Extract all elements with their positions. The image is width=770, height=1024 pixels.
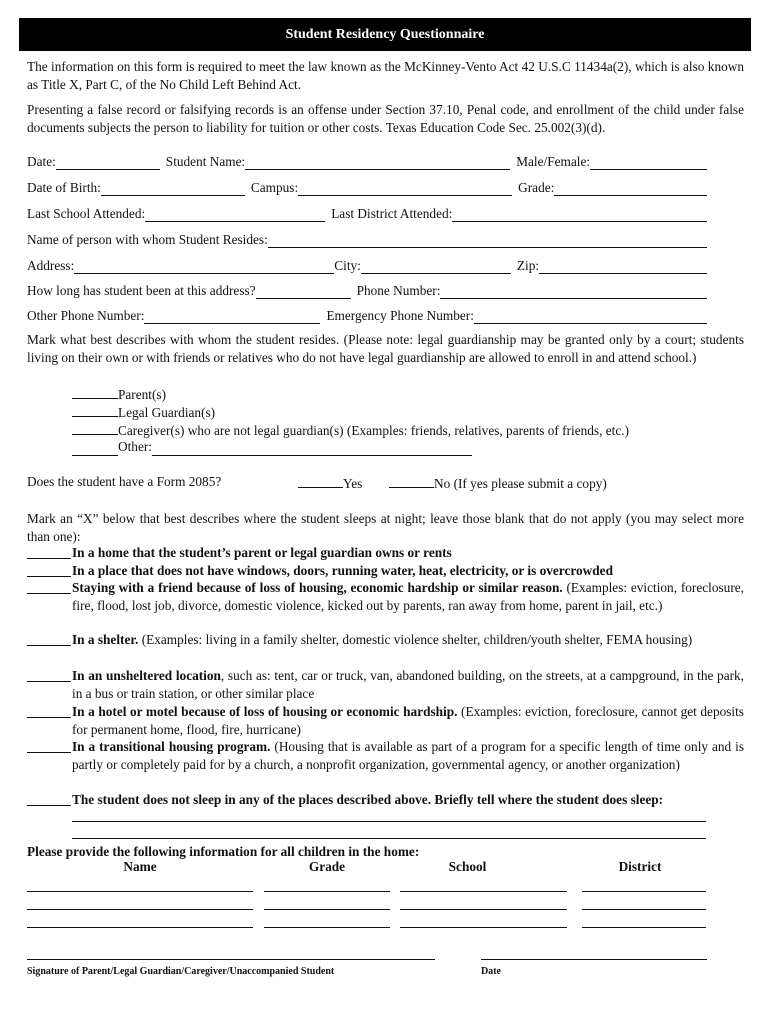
child-2-district-field[interactable] — [582, 909, 706, 910]
sleep-description-line-2[interactable] — [72, 838, 706, 839]
address-label: Address: — [27, 257, 75, 273]
child-2-grade-field[interactable] — [264, 909, 390, 910]
male-female-label: Male/Female: — [516, 153, 591, 169]
sleep-blank[interactable] — [27, 579, 71, 594]
child-2-school-field[interactable] — [400, 909, 567, 910]
signature-label: Signature of Parent/Legal Guardian/Caregiver/Unaccompanied Student — [27, 966, 335, 977]
child-1-school-field[interactable] — [400, 891, 567, 892]
phone-field[interactable] — [440, 284, 707, 299]
sleep-option-unsheltered[interactable]: In an unsheltered location, such as: tent, car or truck, van, abandoned building, on the streets, at a campground, in the park, in a bus or train station, or other similar place — [27, 667, 744, 702]
row-resides-with — [27, 230, 707, 248]
city-label: City: — [334, 257, 361, 273]
guardian-option-legal[interactable]: Legal Guardian(s) — [72, 402, 215, 422]
zip-label: Zip: — [516, 257, 540, 273]
sleep-option-hotel[interactable]: In a hotel or motel because of loss of housing or economic hardship. (Examples: eviction, foreclosure, cannot get deposits for permanent home, flood, fire, hurricane) — [27, 703, 744, 738]
child-3-name-field[interactable] — [27, 927, 253, 928]
column-name: Name — [123, 859, 157, 874]
child-3-school-field[interactable] — [400, 927, 567, 928]
guardian-option-caregiver[interactable]: Caregiver(s) who are not legal guardian(s) (Examples: friends, relatives, parents of friends, etc.) — [72, 420, 629, 440]
sleep-blank[interactable] — [27, 791, 71, 806]
form-title: Student Residency Questionnaire — [19, 18, 751, 51]
student-name-field[interactable] — [245, 155, 510, 170]
signature-date-field[interactable] — [481, 959, 707, 960]
guardian-instructions: Mark what best describes with whom the student resides. (Please note: legal guardianship may be granted only by a court; students living on their own or with friends or relatives who do not have legal guardianship are allowed to enroll in and attend school.) — [27, 332, 744, 365]
row-date-name-sex — [27, 152, 707, 170]
intro-paragraph-1: The information on this form is required to meet the law known as the McKinney-Vento Act 42 U.S.C 11434a(2), which is also known as Title X, Part C, of the No Child Left Behind Act. — [27, 59, 744, 92]
other-field[interactable] — [152, 441, 472, 456]
emergency-phone-label: Emergency Phone Number: — [326, 307, 474, 323]
sleep-blank[interactable] — [27, 562, 71, 577]
guardian-option-other[interactable]: Other: — [72, 438, 472, 456]
sleep-blank[interactable] — [27, 667, 71, 682]
row-how-long — [27, 281, 707, 299]
form2085-yes-blank[interactable] — [298, 473, 343, 488]
child-3-grade-field[interactable] — [264, 927, 390, 928]
grade-label: Grade: — [518, 179, 555, 195]
row-last-school — [27, 204, 707, 222]
form2085-no[interactable]: No (If yes please submit a copy) — [389, 473, 607, 493]
emergency-phone-field[interactable] — [474, 309, 707, 324]
male-female-field[interactable] — [590, 155, 707, 170]
how-long-field[interactable] — [256, 284, 351, 299]
sleep-option-friend[interactable]: Staying with a friend because of loss of housing, economic hardship or similar reason. (Examples: eviction, foreclosure, fire, flood, lost job, divorce, domestic violence, kicked out by parents, ran away from home, parent in jail, etc.) — [27, 579, 744, 614]
intro-paragraph-2: Presenting a false record or falsifying records is an offense under Section 37.10, Penal code, and enrollment of the child under false documents subjects the person to liability for tuition or other costs. Texas Education Code Sec. 25.002(3)(d). — [27, 102, 744, 135]
dob-label: Date of Birth: — [27, 179, 101, 195]
child-3-district-field[interactable] — [582, 927, 706, 928]
column-grade: Grade — [308, 859, 346, 874]
phone-label: Phone Number: — [356, 282, 441, 298]
child-1-grade-field[interactable] — [264, 891, 390, 892]
guardian-blank[interactable] — [72, 402, 118, 417]
sleep-blank[interactable] — [27, 631, 71, 646]
guardian-option-parent[interactable]: Parent(s) — [72, 384, 166, 404]
last-district-label: Last District Attended: — [331, 205, 453, 221]
date-field[interactable] — [56, 155, 160, 170]
form2085-yes[interactable]: Yes — [298, 473, 362, 493]
sleep-option-other[interactable]: The student does not sleep in any of the places described above. Briefly tell where the student does sleep: — [27, 791, 744, 809]
other-phone-label: Other Phone Number: — [27, 307, 145, 323]
last-school-label: Last School Attended: — [27, 205, 146, 221]
sleep-option-shelter[interactable]: In a shelter. (Examples: living in a family shelter, domestic violence shelter, children/youth shelter, FEMA housing) — [27, 631, 744, 649]
date-label: Date: — [27, 153, 56, 169]
column-school: School — [448, 859, 487, 874]
signature-field[interactable] — [27, 959, 435, 960]
child-1-district-field[interactable] — [582, 891, 706, 892]
dob-field[interactable] — [101, 181, 245, 196]
sleep-description-line-1[interactable] — [72, 821, 706, 822]
city-field[interactable] — [361, 259, 511, 274]
campus-field[interactable] — [298, 181, 512, 196]
sleep-blank[interactable] — [27, 703, 71, 718]
sleep-blank[interactable] — [27, 738, 71, 753]
sleep-instructions: Mark an “X” below that best describes where the student sleeps at night; leave those blank that do not apply (you may select more than one): — [27, 511, 744, 544]
how-long-label: How long has student been at this address? — [27, 282, 256, 298]
row-address — [27, 256, 707, 274]
campus-label: Campus: — [250, 179, 299, 195]
children-instructions: Please provide the following information for all children in the home: — [27, 844, 420, 859]
guardian-blank[interactable] — [72, 384, 118, 399]
row-dob-campus-grade — [27, 178, 707, 196]
last-district-field[interactable] — [452, 207, 707, 222]
address-field[interactable] — [74, 259, 334, 274]
resides-with-field[interactable] — [268, 233, 707, 248]
zip-field[interactable] — [539, 259, 707, 274]
grade-field[interactable] — [554, 181, 707, 196]
other-phone-field[interactable] — [144, 309, 320, 324]
form2085-no-blank[interactable] — [389, 473, 434, 488]
sleep-option-transitional[interactable]: In a transitional housing program. (Housing that is available as part of a program for a specific length of time only and is partly or completely paid for by a church, a nonprofit organization, governmental agency, or another organization) — [27, 738, 744, 773]
resides-with-label: Name of person with whom Student Resides: — [27, 231, 268, 247]
child-2-name-field[interactable] — [27, 909, 253, 910]
sleep-blank[interactable] — [27, 544, 71, 559]
form2085-question: Does the student have a Form 2085? — [27, 474, 222, 489]
student-name-label: Student Name: — [165, 153, 246, 169]
date-label-bottom: Date — [481, 966, 501, 977]
guardian-blank[interactable] — [72, 420, 118, 435]
sleep-option-inadequate[interactable]: In a place that does not have windows, doors, running water, heat, electricity, or is overcrowded — [27, 562, 744, 580]
guardian-blank[interactable] — [72, 441, 118, 456]
child-1-name-field[interactable] — [27, 891, 253, 892]
sleep-option-home[interactable]: In a home that the student’s parent or legal guardian owns or rents — [27, 544, 744, 562]
row-other-phone — [27, 306, 707, 324]
column-district: District — [618, 859, 662, 874]
last-school-field[interactable] — [145, 207, 325, 222]
